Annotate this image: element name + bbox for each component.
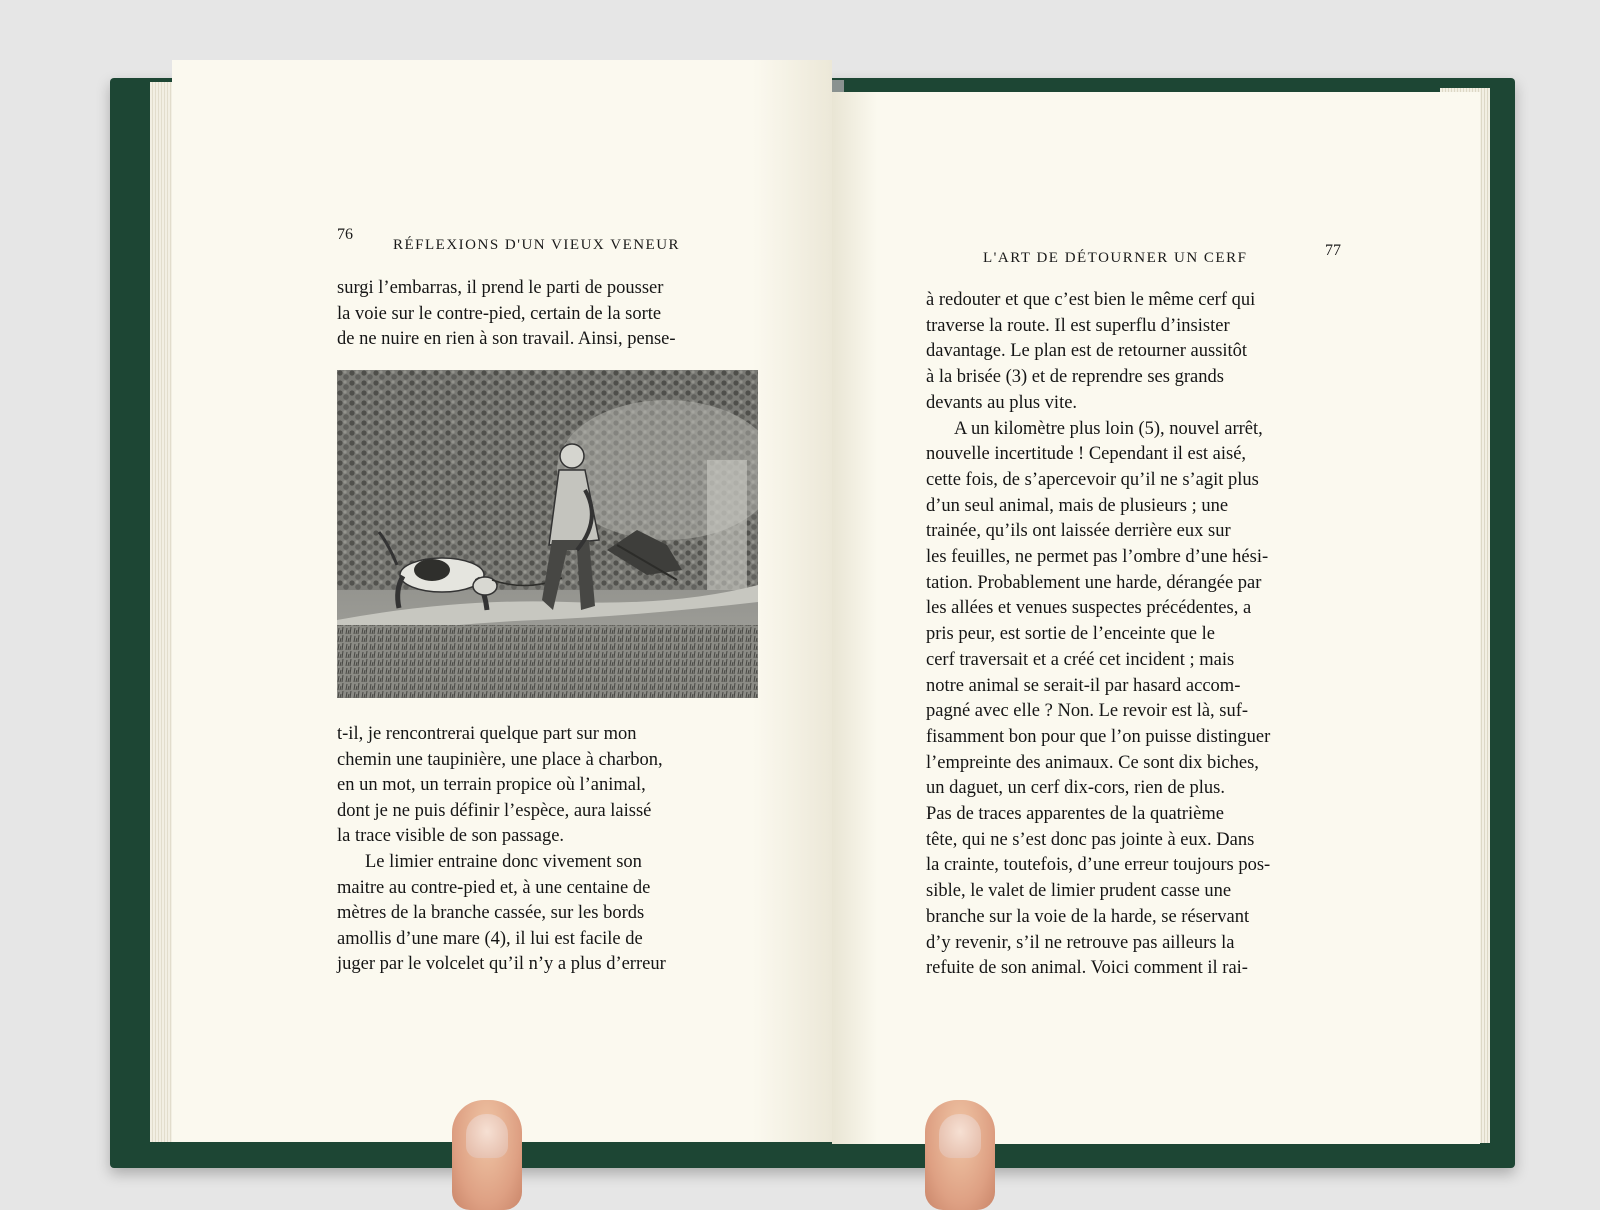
- text-line: cette fois, de s’apercevoir qu’il ne s’agit plus: [926, 469, 1259, 490]
- text-line: les feuilles, ne permet pas l’ombre d’une hési-: [926, 547, 1269, 568]
- text-line: cerf traversait et a créé cet incident ; mais: [926, 649, 1235, 670]
- right-thumb: [925, 1100, 995, 1210]
- text-line: notre animal se serait-il par hasard accom-: [926, 675, 1241, 696]
- text-line: pris peur, est sortie de l’enceinte que le: [926, 624, 1215, 645]
- text-line: fisamment bon pour que l’on puisse distinguer: [926, 726, 1271, 747]
- left-page-number: 76: [337, 226, 353, 243]
- text-line: trainée, qu’ils ont laissée derrière eux sur: [926, 521, 1231, 542]
- text-line: A un kilomètre plus loin (5), nouvel arrêt,: [954, 418, 1263, 439]
- text-line: d’un seul animal, mais de plusieurs ; une: [926, 495, 1229, 516]
- text-line: un daguet, un cerf dix-cors, rien de plus.: [926, 778, 1225, 799]
- text-line: sible, le valet de limier prudent casse une: [926, 881, 1232, 902]
- text-line: de ne nuire en rien à son travail. Ainsi, pense-: [337, 329, 676, 350]
- text-line: traverse la route. Il est superflu d’insister: [926, 315, 1230, 336]
- text-line: refuite de son animal. Voici comment il rai-: [926, 958, 1248, 979]
- text-line: chemin une taupinière, une place à charbon,: [337, 749, 663, 770]
- text-line: les allées et venues suspectes précédentes, a: [926, 598, 1252, 619]
- text-line: à la brisée (3) et de reprendre ses grands: [926, 367, 1224, 388]
- left-thumbnail: [466, 1114, 508, 1158]
- text-line: dont je ne puis définir l’espèce, aura laissé: [337, 800, 652, 821]
- text-line: la voie sur le contre-pied, certain de la sorte: [337, 303, 662, 324]
- left-bottom-text: [337, 722, 758, 978]
- left-top-text: [337, 276, 758, 353]
- text-line: la crainte, toutefois, d’une erreur toujours pos-: [926, 855, 1271, 876]
- text-line: nouvelle incertitude ! Cependant il est aisé,: [926, 444, 1247, 465]
- text-line: juger par le volcelet qu’il n’y a plus d’erreur: [337, 954, 666, 975]
- right-page-number: 77: [1325, 242, 1341, 259]
- text-line: t-il, je rencontrerai quelque part sur mon: [337, 724, 637, 744]
- text-line: mètres de la branche cassée, sur les bords: [337, 903, 645, 924]
- text-line: amollis d’une mare (4), il lui est facile de: [337, 928, 643, 949]
- text-line: pagné avec elle ? Non. Le revoir est là, suf-: [926, 701, 1249, 722]
- text-line: Le limier entraine donc vivement son: [365, 851, 642, 872]
- illustration-hunter-with-hound: [337, 370, 758, 698]
- right-running-head: L'ART DE DÉTOURNER UN CERF: [983, 250, 1248, 266]
- text-line: à redouter et que c’est bien le même cerf qui: [926, 290, 1256, 310]
- text-line: d’y revenir, s’il ne retrouve pas ailleurs la: [926, 932, 1235, 953]
- text-line: davantage. Le plan est de retourner aussitôt: [926, 341, 1248, 362]
- text-line: la trace visible de son passage.: [337, 826, 565, 847]
- right-text: [926, 288, 1344, 982]
- text-line: devants au plus vite.: [926, 392, 1078, 413]
- text-line: tation. Probablement une harde, dérangée par: [926, 572, 1262, 593]
- text-line: surgi l’embarras, il prend le parti de pousser: [337, 278, 664, 298]
- text-line: maitre au contre-pied et, à une centaine de: [337, 877, 651, 898]
- text-line: Pas de traces apparentes de la quatrième: [926, 804, 1224, 825]
- left-thumb: [452, 1100, 522, 1210]
- text-line: en un mot, un terrain propice où l’animal,: [337, 775, 646, 796]
- text-line: branche sur la voie de la harde, se réservant: [926, 906, 1250, 927]
- text-line: l’empreinte des animaux. Ce sont dix biches,: [926, 752, 1259, 773]
- left-running-head: RÉFLEXIONS D'UN VIEUX VENEUR: [393, 237, 681, 253]
- text-line: tête, qui ne s’est donc pas jointe à eux. Dans: [926, 829, 1255, 850]
- right-thumbnail: [939, 1114, 981, 1158]
